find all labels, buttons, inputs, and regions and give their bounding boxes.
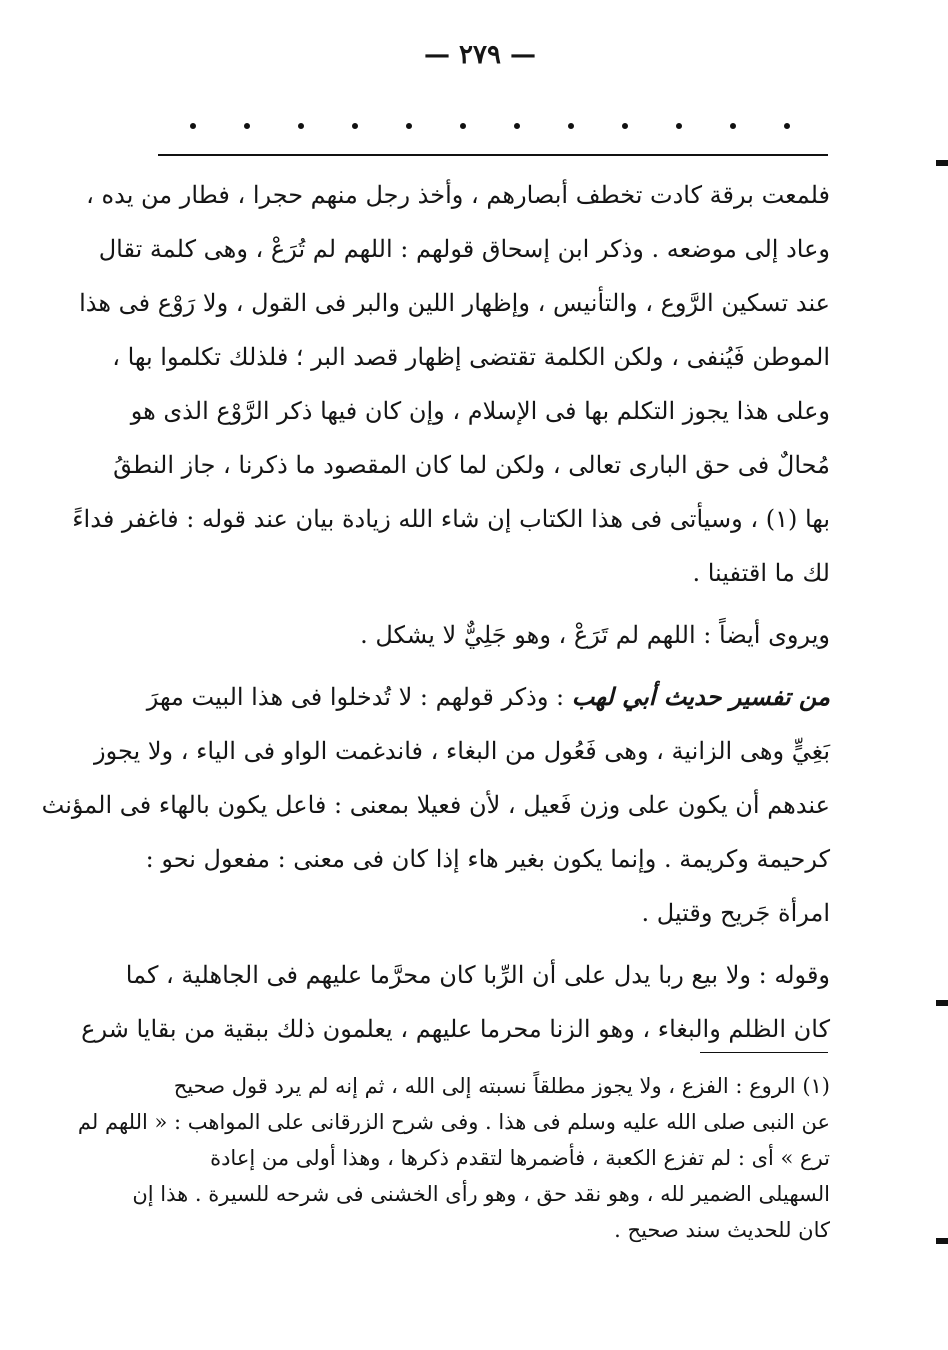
text-line: ويروى أيضاً : اللهم لم تَرَعْ ، وهو جَلِيٌّ لا يشكل .: [360, 621, 830, 649]
footnote-line: عن النبى صلى الله عليه وسلم فى هذا . وفى شرح الزرقانى على المواهب : « اللهم لم: [77, 1110, 830, 1134]
text-line: كرحيمة وكريمة . وإنما يكون بغير هاء إذا كان فى معنى : مفعول نحو :: [145, 845, 830, 873]
text-line: وعاد إلى موضعه . وذكر ابن إسحاق قولهم : اللهم لم تُرَعْ ، وهى كلمة تقال: [98, 235, 830, 263]
main-text: [41, 168, 830, 1056]
separator-dot: [622, 123, 628, 129]
footnote-line: السهيلى الضمير لله ، وهو نقد حق ، وهو رأى الخشنى فى شرحه للسيرة . هذا إن: [132, 1182, 830, 1206]
separator-dot: [784, 123, 790, 129]
text-line: [146, 670, 830, 724]
heading-continuation: : وذكر قولهم : لا تُدخلوا فى هذا البيت مهرَ: [146, 683, 572, 711]
text-line: بها (١) ، وسيأتى فى هذا الكتاب إن شاء الله زيادة بيان عند قوله : فاغفر فداءً: [72, 505, 830, 533]
text-line: فلمعت برقة كادت تخطف أبصارهم ، وأخذ رجل منهم حجرا ، فطار من يده ،: [86, 181, 830, 209]
header-rule: [158, 154, 828, 156]
paragraph-2: [160, 608, 830, 662]
text-line: كان الظلم والبغاء ، وهو الزنا محرما عليهم ، يعلمون ذلك ببقية من بقايا شرع: [81, 1015, 830, 1043]
separator-dot: [460, 123, 466, 129]
text-line: امرأة جَريح وقتيل .: [641, 899, 830, 927]
separator-dot: [514, 123, 520, 129]
separator-dot: [244, 123, 250, 129]
separator-dot: [298, 123, 304, 129]
separator-dot: [730, 123, 736, 129]
footnote: [77, 1068, 830, 1248]
text-line: وقوله : ولا بيع ربا يدل على أن الرِّبا كان محرَّما عليهم فى الجاهلية ، كما: [125, 961, 830, 989]
text-line: الموطن فَيُنفى ، ولكن الكلمة تقتضى إظهار قصد البر ؛ فلذلك تكلموا بها ،: [112, 343, 830, 371]
footnote-line: كان للحديث سند صحيح .: [614, 1218, 830, 1242]
text-line: وعلى هذا يجوز التكلم بها فى الإسلام ، وإن كان فيها ذكر الرَّوْع الذى هو: [130, 397, 830, 425]
paragraph-3: [41, 670, 830, 940]
separator-dot: [352, 123, 358, 129]
text-line: بَغِيٍّ وهى الزانية ، وهى فَعُول من البغاء ، فاندغمت الواو فى الياء ، ولا يجوز: [94, 737, 830, 765]
margin-mark: [936, 1000, 948, 1006]
text-line: لك ما اقتفينا .: [692, 559, 830, 587]
margin-mark: [936, 1238, 948, 1244]
footnote-rule: [700, 1052, 828, 1053]
text-line: عند تسكين الرَّوع ، والتأنيس ، وإظهار اللين والبر فى القول ، ولا رَوْع فى هذا: [79, 289, 830, 317]
separator-dot: [568, 123, 574, 129]
separator-dot: [676, 123, 682, 129]
section-heading: من تفسير حديث أبي لهب: [571, 682, 830, 711]
paragraph-1: [72, 168, 830, 600]
paragraph-4: [81, 948, 830, 1056]
margin-mark: [936, 160, 948, 166]
text-line: مُحالٌ فى حق البارى تعالى ، ولكن لما كان المقصود ما ذكرنا ، جاز النطقُ: [113, 451, 830, 479]
footnote-line: (١) الروع : الفزع ، ولا يجوز مطلقاً نسبته إلى الله ، ثم إنه لم يرد قول صحيح: [173, 1074, 830, 1098]
footnote-line: ترع » أى : لم تفزع الكعبة ، فأضمرها لتقدم ذكرها ، وهذا أولى من إعادة: [210, 1146, 830, 1170]
separator-dot: [406, 123, 412, 129]
section-separator-dots: [190, 116, 790, 136]
page-number: — ٢٧٩ —: [423, 40, 537, 70]
text-line: عندهم أن يكون على وزن فَعيل ، لأن فعيلا بمعنى : فاعل يكون بالهاء فى المؤنث: [41, 791, 830, 819]
separator-dot: [190, 123, 196, 129]
